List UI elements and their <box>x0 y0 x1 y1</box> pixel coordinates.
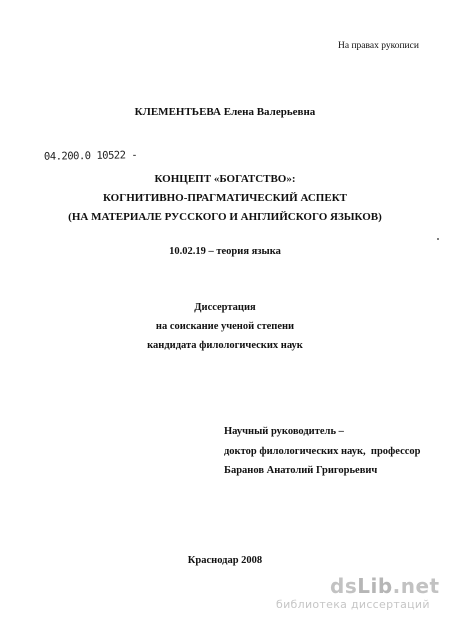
rights-note: На правах рукописи <box>338 41 419 51</box>
supervisor-line-1: Научный руководитель – <box>224 426 344 437</box>
dissertation-title <box>0 170 450 227</box>
author-name: КЛЕМЕНТЬЕВА Елена Валерьевна <box>134 106 316 118</box>
supervisor-line-3: Баранов Анатолий Григорьевич <box>224 465 378 476</box>
title-line-2: КОГНИТИВНО-ПРАГМАТИЧЕСКИЙ АСПЕКТ <box>102 192 348 204</box>
library-stamp-number: 04.200.0 10522 - <box>43 149 138 163</box>
specialty-code: 10.02.19 – теория языка <box>169 246 281 257</box>
city-year: Краснодар 2008 <box>187 555 263 566</box>
dslib-logo[interactable] <box>330 574 440 598</box>
logo-net: .net <box>392 574 440 598</box>
dslib-watermark[interactable] <box>276 574 440 611</box>
logo-lib: Lib <box>357 574 393 598</box>
supervisor-line-2: доктор филологических наук, профессор <box>224 445 421 457</box>
scan-speck <box>437 238 439 240</box>
degree-line-1: Диссертация <box>194 302 256 313</box>
degree-statement <box>0 298 450 355</box>
logo-ds: ds <box>330 574 358 598</box>
degree-line-2: на соискание ученой степени <box>155 321 295 332</box>
supervisor-block <box>224 422 421 481</box>
title-line-1: КОНЦЕПТ «БОГАТСТВО»: <box>154 173 296 185</box>
title-line-3: (НА МАТЕРИАЛЕ РУССКОГО И АНГЛИЙСКОГО ЯЗЫКОВ) <box>68 211 382 223</box>
degree-line-3: кандидата филологических наук <box>147 340 303 351</box>
dslib-subtitle: библиотека диссертаций <box>276 598 430 611</box>
